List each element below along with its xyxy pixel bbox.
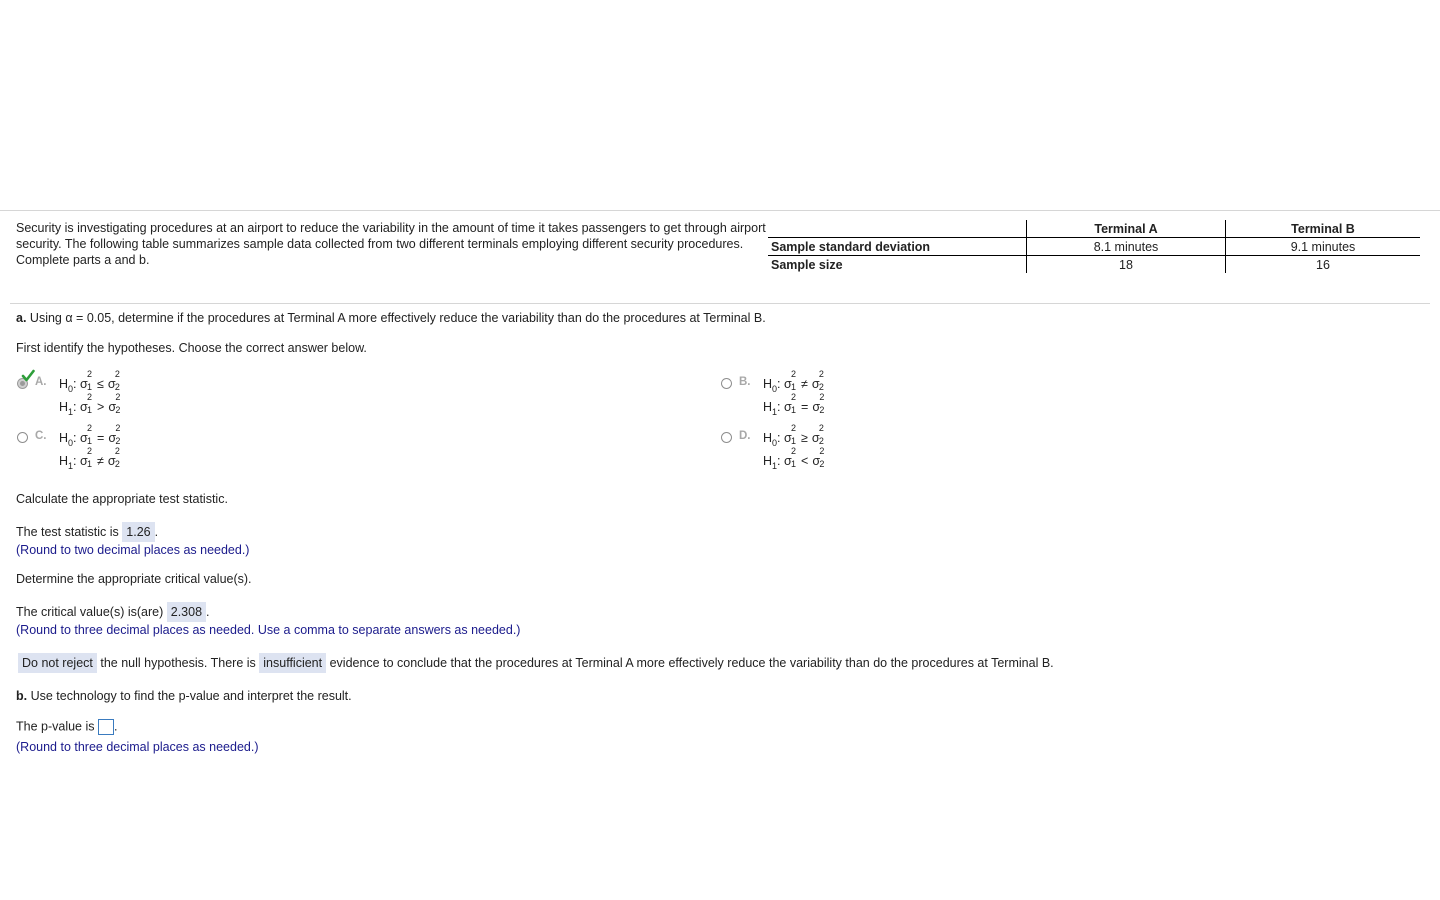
hypotheses-instruction: First identify the hypotheses. Choose the correct answer below. (16, 341, 367, 355)
pvalue-prefix: The p-value is (16, 719, 95, 734)
section-divider (10, 303, 1430, 304)
pvalue-hint: (Round to three decimal places as needed.) (16, 740, 259, 754)
option-b-alt-hypothesis: $H_1$: σ 2 1 = σ 2 2 (763, 392, 825, 417)
option-b-letter: B. (739, 376, 751, 388)
calc-instruction: Calculate the appropriate test statistic. (16, 492, 228, 506)
conclusion-line (18, 653, 1054, 673)
conclusion-decision-dropdown[interactable]: Do not reject (18, 653, 97, 673)
table-cell: 18 (1027, 256, 1226, 274)
table-row-label: Sample standard deviation (768, 238, 1027, 256)
conclusion-end-text: evidence to conclude that the procedures at Terminal A more effectively reduce the variability than do the procedures at Terminal B. (329, 656, 1054, 670)
critical-value-hint: (Round to three decimal places as needed. Use a comma to separate answers as needed.) (16, 623, 521, 637)
table-cell: 8.1 minutes (1027, 238, 1226, 256)
data-table (768, 220, 1420, 273)
option-d[interactable] (721, 423, 1121, 479)
part-a-text: Using α = 0.05, determine if the procedures at Terminal A more effectively reduce the variability than do the procedures at Terminal B. (29, 311, 766, 325)
option-a-alt-hypothesis: $H_1$: σ 2 1 > σ 2 2 (59, 392, 121, 417)
option-c-letter: C. (35, 430, 47, 442)
conclusion-mid-text: the null hypothesis. There is (100, 656, 256, 670)
option-c-alt-hypothesis: $H_1$: σ 2 1 ≠ σ 2 2 (59, 446, 120, 471)
table-header-terminal-b: Terminal B (1226, 220, 1421, 238)
part-b-text: Use technology to find the p-value and interpret the result. (30, 689, 352, 703)
critical-instruction: Determine the appropriate critical value(s). (16, 572, 252, 586)
table-cell: 16 (1226, 256, 1421, 274)
critical-value-line: The critical value(s) is(are) 2.308 . (16, 602, 210, 622)
option-a-null-hypothesis: $H_0$: σ 2 1 ≤ σ 2 2 (59, 369, 120, 394)
option-b-radio[interactable] (721, 378, 732, 389)
test-statistic-hint: (Round to two decimal places as needed.) (16, 543, 250, 557)
option-d-null-hypothesis: $H_0$: σ 2 1 ≥ σ 2 2 (763, 423, 824, 448)
test-statistic-line: The test statistic is 1.26 . (16, 522, 158, 542)
critical-value-answer[interactable]: 2.308 (167, 602, 206, 622)
option-d-letter: D. (739, 430, 751, 442)
problem-intro: Security is investigating procedures at an airport to reduce the variability in the amount of time it takes passengers to get through airport security. The following table summarizes sample data collected from two different terminals employing different security procedures. Complete parts a and b. (16, 221, 766, 267)
part-a-question (16, 311, 766, 325)
part-b-question (16, 689, 352, 703)
pvalue-line: The p-value is . (16, 719, 118, 734)
critical-value-prefix: The critical value(s) is(are) (16, 605, 164, 619)
option-c-null-hypothesis: $H_0$: σ 2 1 = σ 2 2 (59, 423, 121, 448)
test-statistic-answer[interactable]: 1.26 (122, 522, 154, 542)
top-divider (0, 210, 1440, 211)
part-a-label: a. (16, 311, 27, 325)
table-corner (768, 220, 1027, 238)
option-b-null-hypothesis: $H_0$: σ 2 1 ≠ σ 2 2 (763, 369, 824, 394)
conclusion-evidence-dropdown[interactable]: insufficient (259, 653, 326, 673)
table-header-terminal-a: Terminal A (1027, 220, 1226, 238)
option-a[interactable] (17, 369, 417, 425)
table-row-label: Sample size (771, 257, 843, 272)
pvalue-input[interactable] (98, 719, 114, 735)
option-b[interactable] (721, 369, 1121, 425)
option-c-radio[interactable] (17, 432, 28, 443)
option-d-radio[interactable] (721, 432, 732, 443)
part-b-label: b. (16, 689, 28, 703)
option-c[interactable] (17, 423, 417, 479)
table-cell: 9.1 minutes (1226, 238, 1421, 256)
option-d-alt-hypothesis: $H_1$: σ 2 1 < σ 2 2 (763, 446, 825, 471)
option-a-letter: A. (35, 376, 47, 388)
test-statistic-prefix: The test statistic is (16, 525, 119, 539)
check-icon (21, 369, 35, 383)
